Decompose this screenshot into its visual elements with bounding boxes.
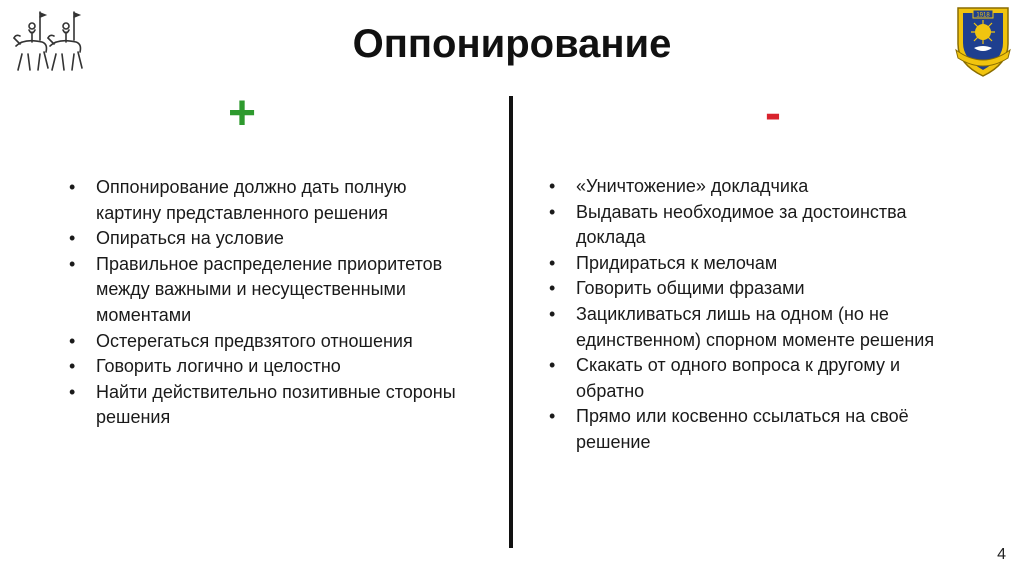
list-item: • Остерегаться предвзятого отношения (69, 329, 469, 355)
list-item: • Зацикливаться лишь на одном (но не единственном) спорном моменте решения (549, 302, 949, 353)
list-item: • Правильное распределение приоритетов между важными и несущественными моментами (69, 252, 469, 329)
pros-list (69, 175, 469, 431)
list-item: • Найти действительно позитивные стороны решения (69, 380, 469, 431)
cons-minus-sign: - (765, 87, 781, 140)
page-number: 4 (997, 546, 1006, 563)
list-item: • Говорить общими фразами (549, 276, 949, 302)
list-item: • Выдавать необходимое за достоинства доклада (549, 200, 949, 251)
pros-plus-sign: + (228, 87, 257, 140)
page-title: Оппонирование (352, 22, 672, 66)
list-item: • Прямо или косвенно ссылаться на своё решение (549, 404, 949, 455)
list-item: • «Уничтожение» докладчика (549, 174, 949, 200)
list-item: • Оппонирование должно дать полную картину представленного решения (69, 175, 469, 226)
list-item: • Скакать от одного вопроса к другому и обратно (549, 353, 949, 404)
list-item: • Опираться на условие (69, 226, 469, 252)
cons-list (549, 174, 949, 456)
emblem-year: 1918 (976, 12, 990, 19)
list-item: • Говорить логично и целостно (69, 354, 469, 380)
column-divider (509, 96, 513, 548)
list-item: • Придираться к мелочам (549, 251, 949, 277)
